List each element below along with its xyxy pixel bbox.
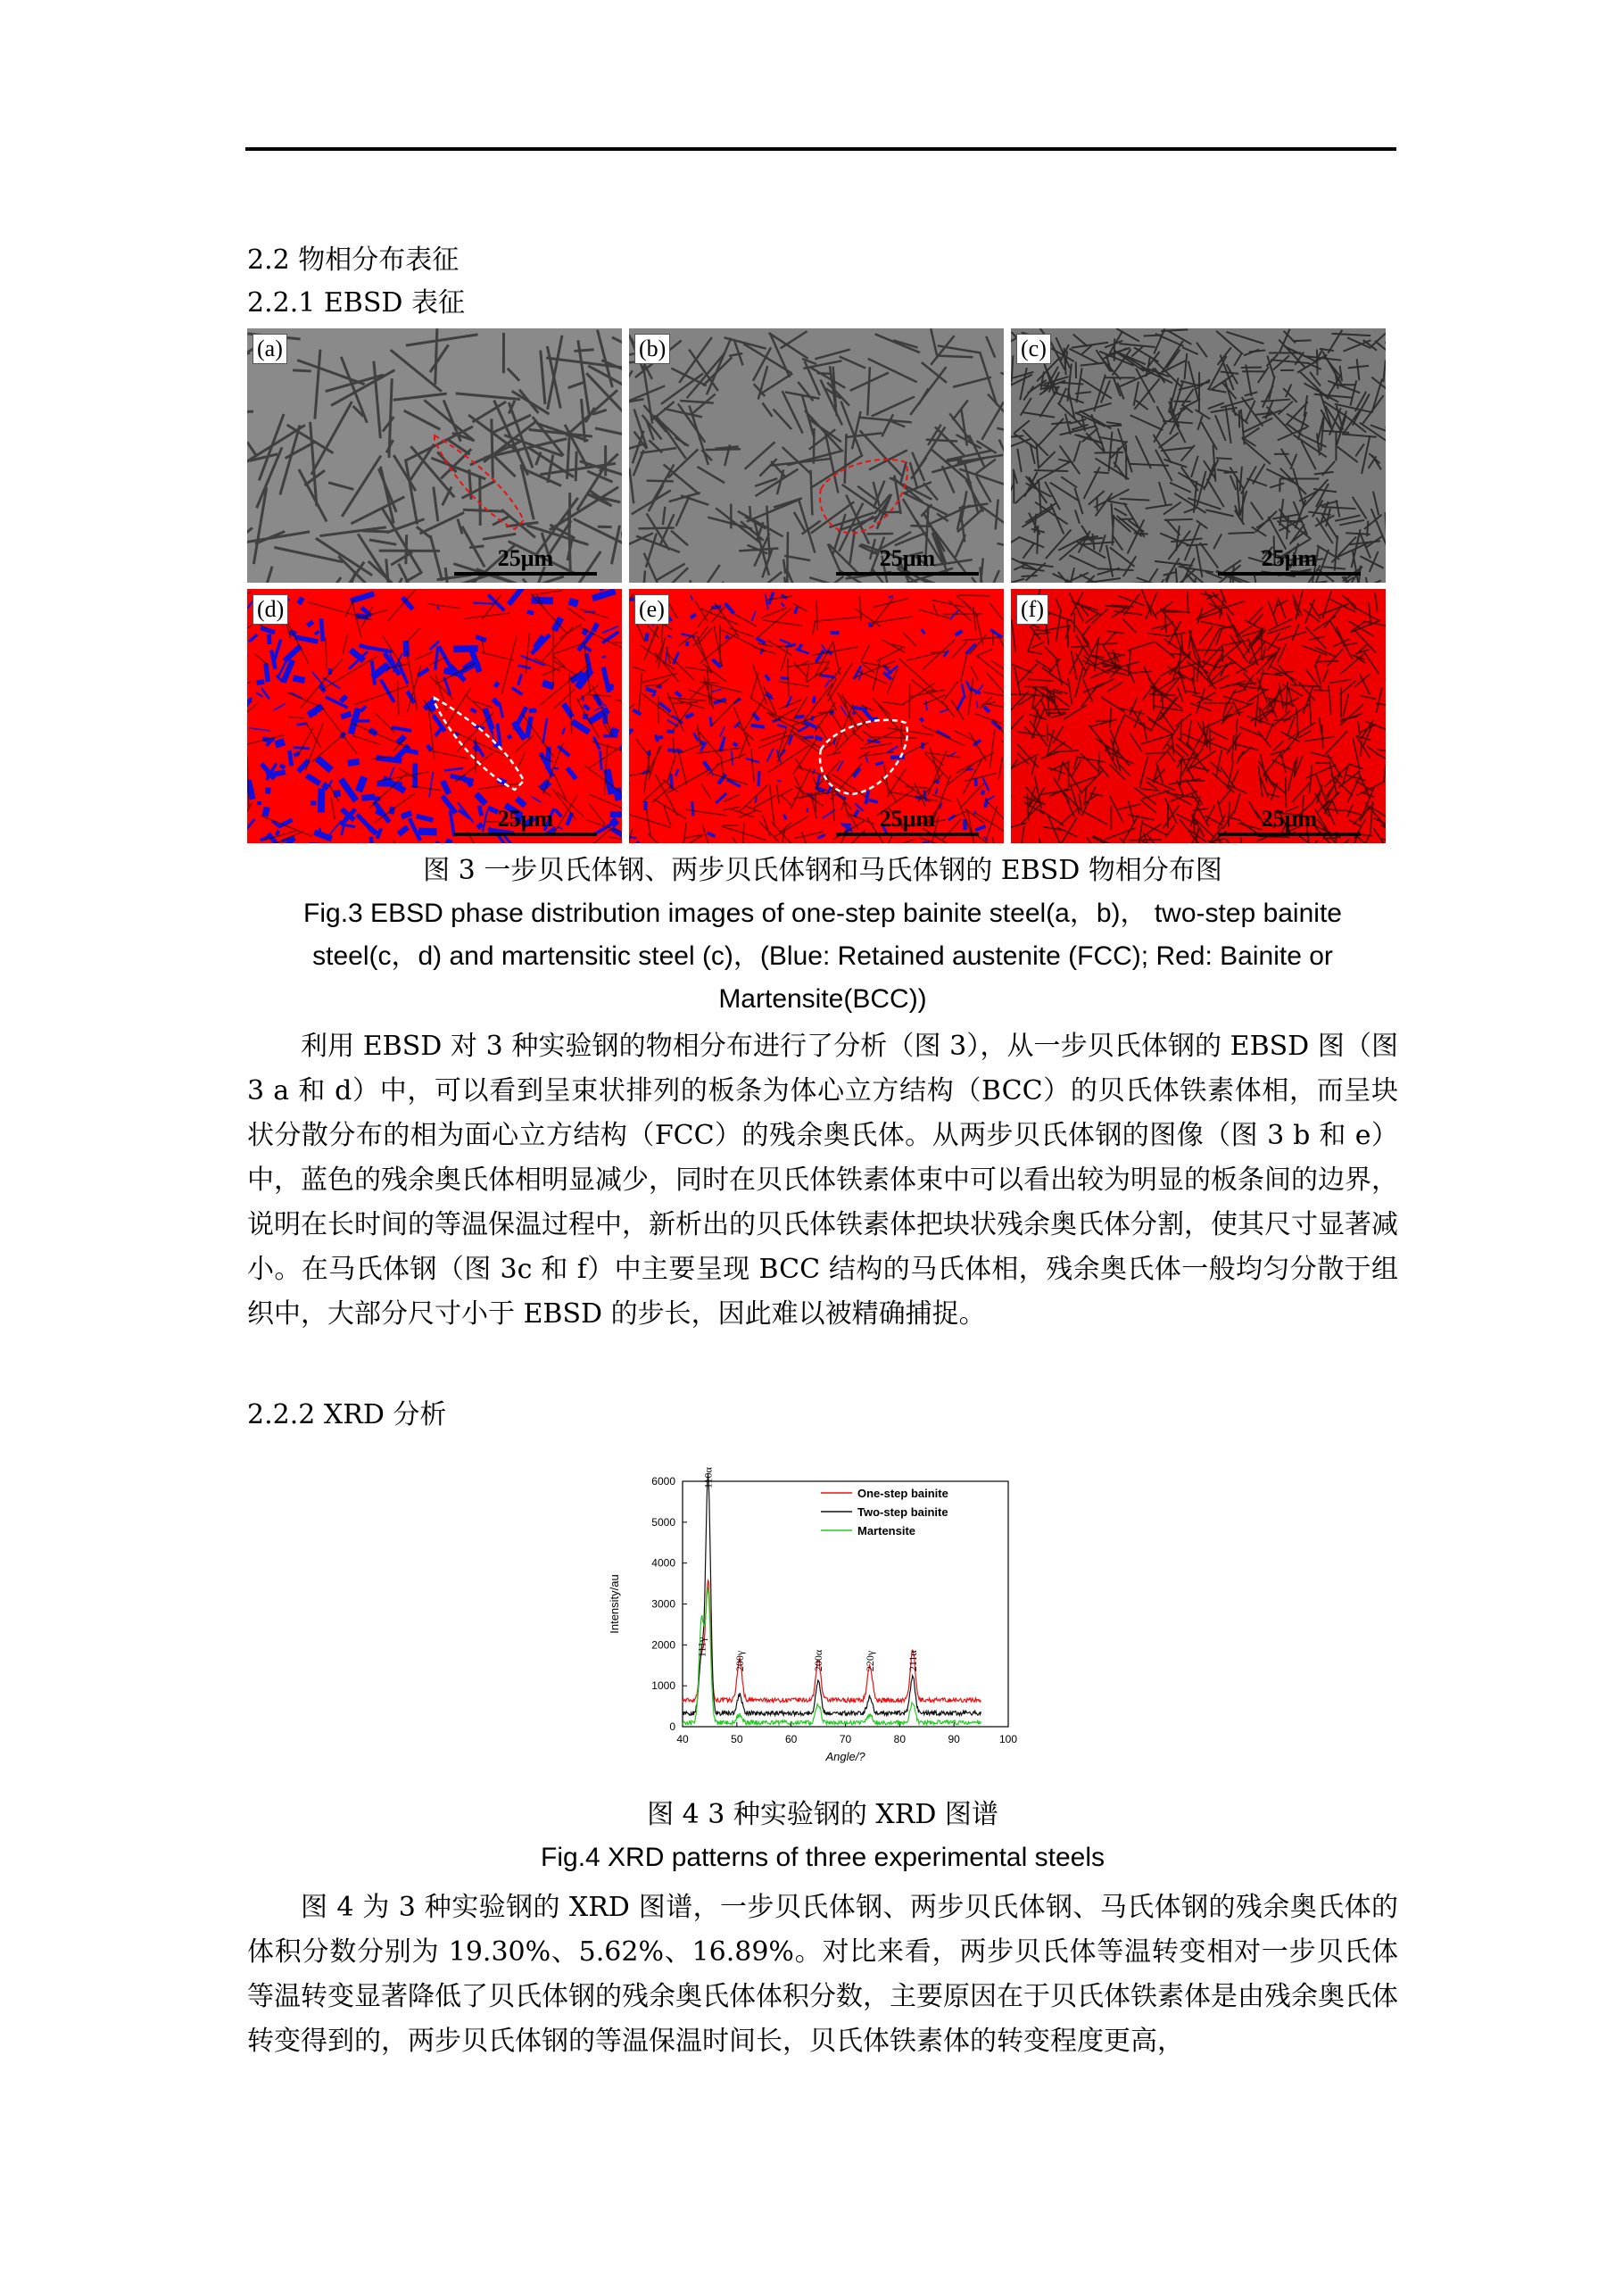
texture-line (1216, 458, 1232, 459)
texture-line (1114, 338, 1115, 361)
texture-line (492, 419, 493, 477)
texture-line (1046, 709, 1070, 710)
texture-line (1034, 470, 1068, 471)
texture-line (1129, 840, 1162, 841)
ebsd-panel-f (1011, 589, 1386, 843)
texture-line (463, 510, 504, 511)
retained-austenite-blob (257, 801, 261, 805)
header-rule (245, 147, 1396, 151)
texture-line (647, 481, 674, 482)
retained-austenite-blob (923, 841, 930, 843)
ebsd-panel-d (247, 589, 622, 843)
plot-frame (683, 1481, 1008, 1727)
scale-bar: 25μm (836, 806, 979, 836)
x-tick-label: 70 (839, 1733, 852, 1745)
peak-label: 110α (701, 1467, 715, 1488)
texture-line (816, 601, 817, 631)
y-tick-label: 0 (669, 1720, 675, 1733)
peak-label: 200α (812, 1649, 825, 1672)
x-tick-label: 60 (784, 1733, 798, 1745)
x-tick-label: 100 (998, 1733, 1018, 1745)
figure3-caption-en: Fig.3 EBSD phase distribution images of one-step bainite steel(a，b)， two-step bainite steel(c，d) and martensitic steel (c)，(Blue: Retained austenite (FCC); Red: Bainite or Martensite(BCC)) (303, 899, 1342, 1014)
panel-label: (b) (634, 334, 670, 364)
retained-austenite-blob (890, 755, 905, 759)
x-tick-label: 40 (676, 1733, 689, 1745)
panel-label: (c) (1016, 334, 1051, 364)
texture-line (1067, 618, 1068, 648)
peak-label: 211α (906, 1650, 919, 1672)
y-axis-label: Intensity/au (608, 1574, 621, 1634)
texture-line (1180, 781, 1205, 782)
retained-austenite-blob (412, 763, 418, 788)
retained-austenite-blob (318, 788, 325, 812)
legend-entry: Two-step bainite (857, 1505, 948, 1519)
subsection-heading-ebsd: 2.2.1 EBSD 表征 (247, 287, 465, 319)
texture-line (1315, 763, 1331, 764)
texture-line (1134, 533, 1148, 534)
peak-label: 220γ (863, 1650, 876, 1672)
y-tick-label: 3000 (651, 1597, 675, 1611)
texture-line (705, 449, 740, 450)
x-axis-label: Angle/? (825, 1750, 865, 1763)
ebsd-panel-b (629, 328, 1004, 583)
scale-bar: 25μm (1218, 806, 1361, 836)
figure4-caption-cn: 图 4 3 种实验钢的 XRD 图谱 (647, 1799, 998, 1830)
texture-line (937, 356, 973, 358)
paragraph-ebsd-analysis: 利用 EBSD 对 3 种实验钢的物相分布进行了分析（图 3），从一步贝氏体钢的 EBSD 图（图 3 a 和 d）中，可以看到呈束状排列的板条为体心立方结构（BCC）的贝氏体铁素体相，而呈块状分散分布的相为面心立方结构（FCC）的残余奥氏体。从两步贝氏体钢的图像（图 3 b 和 e）中，蓝色的残余奥氏体相明显减少，同时在贝氏体铁素体束中可以看出较为明显的板条间的边界，说明在长时间的等温保温过程中，新析出的贝氏体铁素体把块状残余奥氏体分割，使其尺寸显著减小。在马氏体钢（图 3c 和 f）中主要呈现 BCC 结构的马氏体相，残余奥氏体一般均匀分散于组织中，大部分尺寸小于 EBSD 的步长，因此难以被精确捕捉。 (247, 1031, 1398, 1330)
paragraph-xrd-analysis: 图 4 为 3 种实验钢的 XRD 图谱，一步贝氏体钢、两步贝氏体钢、马氏体钢的残余奥氏体的体积分数分别为 19.30%、5.62%、16.89%。对比来看，两步贝氏体等温转变相对一步贝氏体等温转变显著降低了贝氏体钢的残余奥氏体体积分数，主要原因在于贝氏体铁素体是由残余奥氏体转变得到的，两步贝氏体钢的等温保温时间长，贝氏体铁素体的转变程度更高， (247, 1892, 1398, 2057)
texture-line (1146, 753, 1165, 754)
y-tick-label: 1000 (651, 1679, 675, 1693)
texture-line (1071, 646, 1089, 647)
texture-line (1094, 472, 1109, 473)
y-tick-label: 2000 (651, 1638, 675, 1652)
texture-line (1106, 426, 1122, 427)
peak-label: 111γ (695, 1637, 708, 1658)
scale-bar: 25μm (454, 806, 597, 836)
texture-line (931, 652, 947, 653)
figure3-caption-cn: 图 3 一步贝氏体钢、两步贝氏体钢和马氏体钢的 EBSD 物相分布图 (423, 855, 1222, 886)
scale-bar: 25μm (1218, 545, 1361, 576)
texture-line (293, 370, 311, 371)
retained-austenite-blob (311, 800, 316, 806)
texture-line (574, 350, 593, 352)
texture-line (1286, 776, 1287, 808)
texture-line (1242, 492, 1243, 523)
texture-line (1262, 627, 1263, 659)
legend-entry: One-step bainite (857, 1487, 948, 1500)
retained-austenite-blob (981, 790, 985, 795)
figure4-caption-en: Fig.4 XRD patterns of three experimental steels (541, 1843, 1105, 1872)
y-tick-label: 6000 (651, 1475, 675, 1488)
retained-austenite-blob (610, 811, 622, 817)
ebsd-panel-c (1011, 328, 1386, 583)
texture-line (1317, 350, 1318, 376)
texture-line (1315, 661, 1338, 662)
retained-austenite-blob (418, 827, 437, 835)
xrd-chart (584, 1455, 1048, 1789)
ebsd-panel-a (247, 328, 622, 583)
texture-line (1154, 684, 1155, 710)
panel-label: (e) (634, 594, 669, 625)
y-tick-label: 4000 (651, 1556, 675, 1570)
retained-austenite-blob (403, 641, 410, 657)
texture-line (480, 476, 481, 526)
scale-bar: 25μm (836, 545, 979, 576)
panel-label: (d) (253, 594, 288, 625)
retained-austenite-blob (831, 631, 840, 634)
legend-entry: Martensite (857, 1524, 916, 1538)
ebsd-panel-e (629, 589, 1004, 843)
series-line-0 (683, 1580, 981, 1703)
y-tick-label: 5000 (651, 1515, 675, 1529)
texture-line (1194, 813, 1195, 834)
section-heading: 2.2 物相分布表征 (247, 245, 460, 276)
texture-line (1094, 452, 1122, 453)
series-line-2 (683, 1587, 981, 1725)
peak-label: 200γ (733, 1650, 746, 1672)
scale-bar: 25μm (454, 545, 597, 576)
texture-line (1229, 533, 1255, 534)
panel-label: (f) (1016, 594, 1048, 625)
texture-line (1097, 643, 1117, 644)
panel-label: (a) (253, 334, 287, 364)
x-tick-label: 90 (948, 1733, 960, 1745)
retained-austenite-blob (974, 778, 978, 786)
texture-line (326, 638, 327, 669)
retained-austenite-blob (265, 787, 271, 794)
texture-line (1164, 519, 1193, 520)
retained-austenite-blob (685, 642, 689, 647)
texture-line (1293, 340, 1311, 341)
retained-austenite-blob (807, 808, 808, 812)
x-tick-label: 50 (731, 1733, 743, 1745)
x-tick-label: 80 (893, 1733, 907, 1745)
subsection-heading-xrd: 2.2.2 XRD 分析 (247, 1399, 447, 1430)
retained-austenite-blob (267, 634, 271, 644)
retained-austenite-blob (529, 708, 537, 713)
retained-austenite-blob (256, 679, 264, 685)
